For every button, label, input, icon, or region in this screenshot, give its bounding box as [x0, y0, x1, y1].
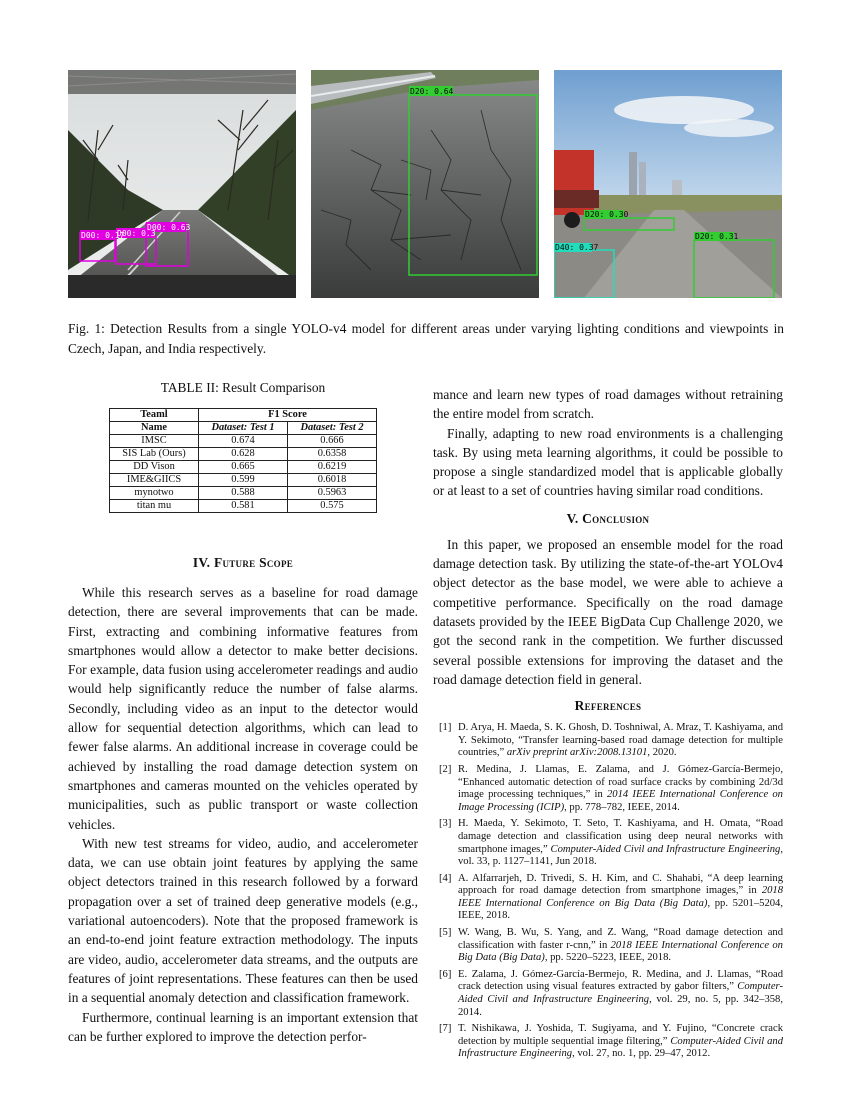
- paragraph: Finally, adapting to new road environments is a challenging task. By using meta learning algorithms, it could be possible to propose a single standardized model that is applicable globally or at least to a set of countries having similar road conditions.: [433, 425, 783, 499]
- table-header-f1: F1 Score: [199, 409, 377, 422]
- paragraph: In this paper, we proposed an ensemble model for the road damage detection task. By utilizing the state-of-the-art YOLOv4 object detector as the base model, we were able to achieve a competitive performance. Specifically on the road damage datasets provided by the IEEE BigData Cup Challenge 2020, we got the second rank in the competition. We further discussed several possible extensions for improving the dataset and the road damage detection field in general.: [433, 536, 783, 687]
- table-row: [110, 474, 377, 487]
- left-column: [68, 380, 418, 1046]
- table-cell: 0.6358: [288, 448, 377, 461]
- paragraph: mance and learn new types of road damages without retraining the entire model from scratch.: [433, 387, 783, 422]
- table-title: TABLE II: Result Comparison: [160, 380, 326, 395]
- table-cell: 0.581: [199, 500, 288, 513]
- table-row: [110, 435, 377, 448]
- right-column: [433, 385, 783, 1065]
- bbox-label: D00: 0.63: [147, 223, 191, 232]
- paragraph: Furthermore, continual learning is an important extension that can be further explored to improve the detection perfor-: [68, 1009, 418, 1044]
- bbox-label: D00: 0.3: [117, 229, 156, 238]
- photo-czech-road-scene: [68, 70, 296, 298]
- table-cell: IMSC: [110, 435, 199, 448]
- section-title-future-scope: IV. Future Scope: [192, 555, 294, 570]
- table-cell: 0.628: [199, 448, 288, 461]
- bbox-label: D20: 0.64: [410, 87, 454, 96]
- table-subheader-row: [110, 422, 377, 435]
- section-title-references: References: [574, 698, 642, 714]
- table-header-team: Teaml: [110, 409, 199, 422]
- reference-item: [6] E. Zalama, J. Gómez-García-Bermejo, R. Medina, and J. Llamas, “Road crack detection using visual features extracted by gabor filters,” Computer-Aided Civil and Infrastructure Engineering, vol. 29, no. 5, pp. 342–358, 2014.: [439, 968, 783, 1018]
- table-header-name: Name: [110, 422, 199, 435]
- table-cell: 0.674: [199, 435, 288, 448]
- reference-item: [3] H. Maeda, Y. Sekimoto, T. Seto, T. Kashiyama, and H. Omata, “Road damage detection and classification using deep neural networks with smartphone images,” Computer-Aided Civil and Infrastructure Engineering, vol. 33, p. 1127–1141, Jun 2018.: [439, 818, 783, 868]
- table-header-row: [110, 409, 377, 422]
- figure-caption: Fig. 1: Detection Results from a single YOLO-v4 model for different areas under varying lighting conditions and viewpoints in Czech, Japan, and India respectively.: [68, 321, 784, 356]
- table-cell: 0.6219: [288, 461, 377, 474]
- reference-item: [5] W. Wang, B. Wu, S. Yang, and Z. Wang, “Road damage detection and classification with faster r-cnn,” in 2018 IEEE International Conference on Big Data (Big Data), pp. 5220–5223, IEEE, 2018.: [439, 927, 783, 964]
- table-cell: DD Vison: [110, 461, 199, 474]
- result-comparison-table: [109, 408, 377, 513]
- table-row: [110, 461, 377, 474]
- reference-list: [433, 722, 783, 1061]
- table-cell: 0.6018: [288, 474, 377, 487]
- table-cell: 0.666: [288, 435, 377, 448]
- figure-photo-india: [554, 70, 782, 298]
- photo-india-road-scene: [554, 70, 782, 298]
- table-row: [110, 448, 377, 461]
- figure-photo-czech: [68, 70, 296, 298]
- bbox-label: D20: 0.30: [585, 210, 629, 219]
- section-title-conclusion: V. Conclusion: [566, 510, 650, 526]
- table-cell: 0.665: [199, 461, 288, 474]
- bbox-label: D40: 0.37: [555, 243, 599, 252]
- table-row: [110, 487, 377, 500]
- table-cell: titan mu: [110, 500, 199, 513]
- table-header-test2: Dataset: Test 2: [288, 422, 377, 435]
- table-cell: IME&GIICS: [110, 474, 199, 487]
- reference-item: [7] T. Nishikawa, J. Yoshida, T. Sugiyama, and Y. Fujino, “Concrete crack detection by multiple sequential image filtering,” Computer-Aided Civil and Infrastructure Engineering, vol. 27, no. 1, pp. 29–47, 2012.: [439, 1023, 783, 1060]
- bbox-label: D20: 0.31: [695, 232, 739, 241]
- reference-item: [4] A. Alfarrarjeh, D. Trivedi, S. H. Kim, and C. Shahabi, “A deep learning approach for road damage detection from smartphone images,” in 2018 IEEE International Conference on Big Data (Big Data), pp. 5201–5204, IEEE, 2018.: [439, 872, 783, 922]
- table-cell: 0.575: [288, 500, 377, 513]
- table-cell: 0.5963: [288, 487, 377, 500]
- table-cell: SIS Lab (Ours): [110, 448, 199, 461]
- figure-photo-japan: [311, 70, 539, 298]
- table-header-test1: Dataset: Test 1: [199, 422, 288, 435]
- table-cell: mynotwo: [110, 487, 199, 500]
- reference-item: [1] D. Arya, H. Maeda, S. K. Ghosh, D. Toshniwal, A. Mraz, T. Kashiyama, and Y. Sekimoto, “Transfer learning-based road damage detection for multiple countries,” arXiv preprint arXiv:2008.13101, 2020.: [439, 722, 783, 759]
- table-cell: 0.588: [199, 487, 288, 500]
- reference-item: [2] R. Medina, J. Llamas, E. Zalama, and J. Gómez-García-Bermejo, “Enhanced automatic detection of road surface cracks by combining 2d/3d image processing techniques,” in 2014 IEEE International Conference on Image Processing (ICIP), pp. 778–782, IEEE, 2014.: [439, 763, 783, 813]
- paragraph: While this research serves as a baseline for road damage detection, there are several improvements that can be made. First, extracting and combining informative features from smartphones would allow a detector to make better decisions. For example, data fusion using accelerometer readings and audio would help significantly reduce the number of false alarms. Secondly, including video as an input to the detector would allow for sequential detection algorithms, which can lead to fewer false alarms. An additional increase in coverage could be achieved by installing the road damage detection system on smartphones and cameras mounted on the vehicles operated by municipalities, such as public transport or waste collection vehicles.: [68, 585, 418, 832]
- bbox-label: D00: 0.17: [81, 231, 125, 240]
- paragraph: With new test streams for video, audio, and accelerometer data, we can use obtain joint features by applying the same object detectors trained in this research followed by a forward propagation over a set of trained deep generative models (e.g., variational autoencoders). Note that the proposed framework is an end-to-end joint feature extraction methodology. The inputs are video, audio, accelerometer data streams, and the outputs are features of joint representations. These features can then be used in a sequential anomaly detection and classification framework.: [68, 835, 418, 1006]
- photo-japan-road-scene: [311, 70, 539, 298]
- table-row: [110, 500, 377, 513]
- table-cell: 0.599: [199, 474, 288, 487]
